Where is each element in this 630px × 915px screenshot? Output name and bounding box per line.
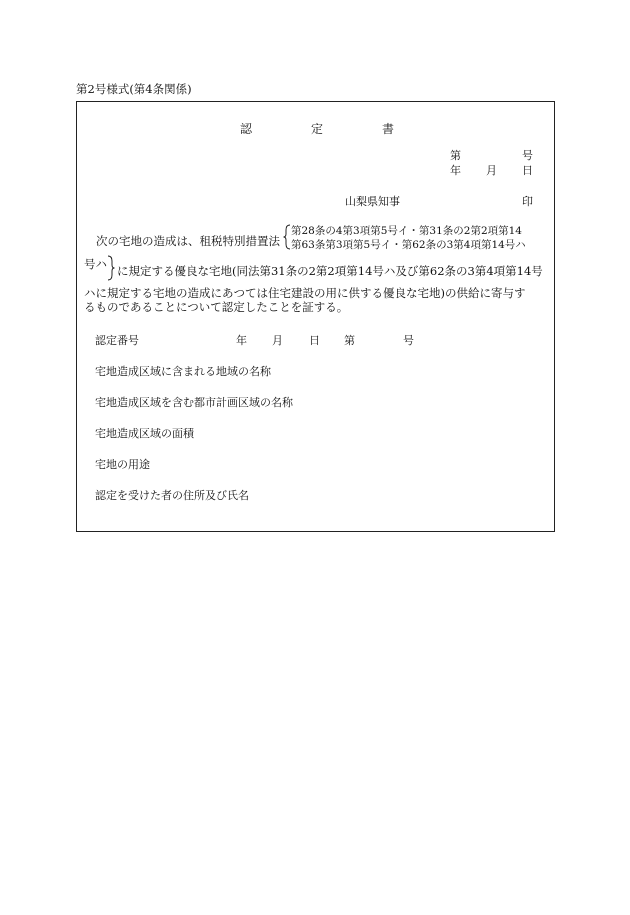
date-year: 年	[450, 164, 461, 177]
number-go: 号	[522, 149, 533, 162]
title-char: 書	[382, 122, 395, 136]
body-go-ha: 号ハ	[84, 257, 107, 271]
body-line-5: るものであることについて認定したことを証する。	[84, 300, 349, 314]
body-lead: 次の宅地の造成は、租税特別措置法	[96, 234, 280, 248]
brace-line-1: 第28条の4第3項第5号イ・第31条の2第2項第14	[291, 225, 522, 237]
open-brace	[283, 224, 291, 250]
close-brace	[107, 255, 115, 281]
item-area-size: 宅地造成区域の面積	[95, 427, 194, 440]
item-land-use: 宅地の用途	[95, 458, 150, 471]
body-line-3: に規定する優良な宅地(同法第31条の2第2項第14号ハ及び第62条の3第4項第14号	[117, 264, 543, 278]
item-applicant: 認定を受けた者の住所及び氏名	[95, 489, 249, 502]
issuer-seal: 印	[522, 195, 533, 208]
title-char: 定	[311, 122, 324, 136]
cert-dai: 第	[344, 334, 355, 347]
cert-year: 年	[236, 334, 247, 347]
brace-line-2: 第63条第3項第5号イ・第62条の3第4項第14号ハ	[291, 239, 526, 251]
date-month: 月	[486, 164, 497, 177]
cert-month: 月	[272, 334, 283, 347]
cert-number-label: 認定番号	[95, 334, 139, 347]
cert-go: 号	[403, 334, 414, 347]
item-area-name: 宅地造成区域に含まれる地域の名称	[95, 365, 271, 378]
title-char: 認	[240, 122, 253, 136]
body-line-4: ハに規定する宅地の造成にあつては住宅建設の用に供する優良な宅地)の供給に寄与す	[84, 286, 526, 300]
item-city-plan-area: 宅地造成区域を含む都市計画区域の名称	[95, 396, 293, 409]
date-day: 日	[522, 164, 533, 177]
cert-day: 日	[309, 334, 320, 347]
number-dai: 第	[450, 149, 461, 162]
issuer-name: 山梨県知事	[345, 195, 400, 208]
form-label: 第2号様式(第4条関係)	[76, 82, 192, 96]
